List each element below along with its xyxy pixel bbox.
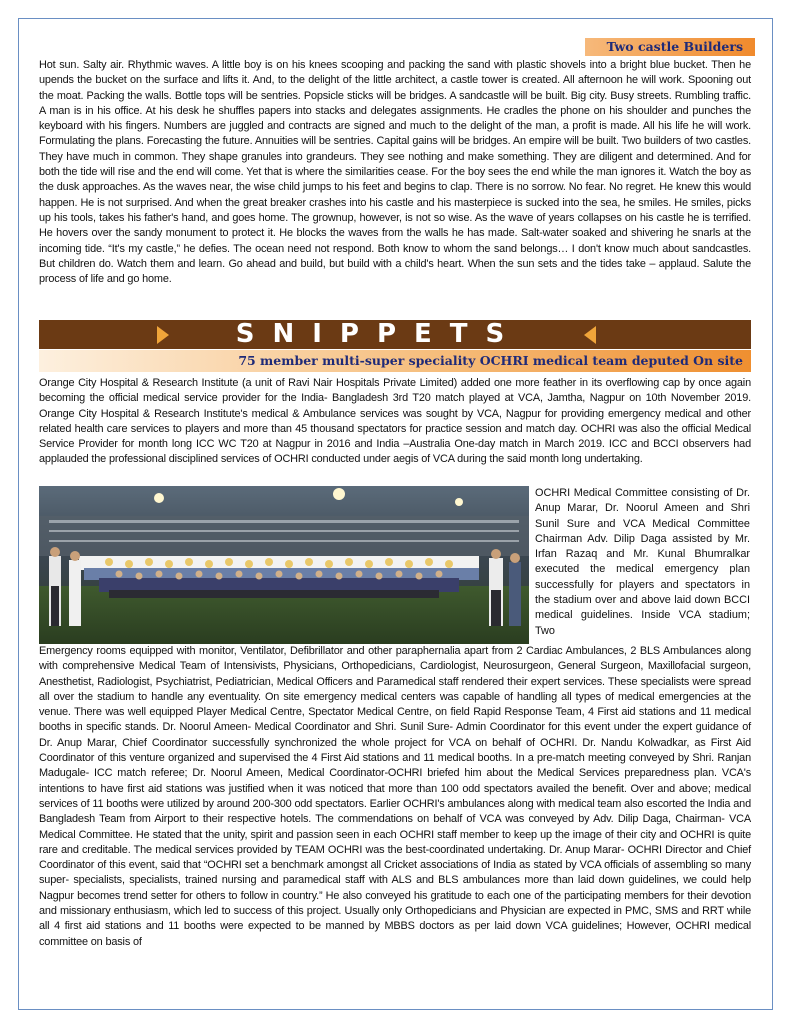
news-title: 75 member multi-super speciality OCHRI medical team deputed On site	[238, 353, 743, 368]
article-title-banner	[585, 38, 755, 56]
news-title-banner	[39, 350, 751, 372]
arrow-right-icon	[157, 326, 169, 344]
arrow-left-icon	[584, 326, 596, 344]
article-body: Hot sun. Salty air. Rhythmic waves. A little boy is on his knees scooping and packing the sand with plastic shovels into a bright blue bucket. Then he upends the bucket on the surface and lifts it. And, to the delight of the little architect, a castle tower is created. All afternoon he will work. Spooning out the moat. Packing the walls. Bottle tops will be sentries. Popsicle sticks will be bridges. A sandcastle will be built. Big city. Busy streets. Rumbling traffic. A man is in his office. At his desk he shuffles papers into stacks and delegates assignments. He cradles the phone on his shoulder and punches the keyboard with his fingers. Numbers are juggled and contracts are signed and much to the delight of the man, a profit is made. All his life he will work. Formulating the plans. Forecasting the future. Annuities will be sentries. Capital gains will be bridges. An empire will be built. Two builders of two castles. They have much in common. They shape granules into grandeurs. They see nothing and make something. They are diligent and determined. And for both the tide will rise and the end will come. Yet that is where the similarities cease. For the boy sees the end while the man ignores it. Watch the boy as the dusk approaches. As the waves near, the wise child jumps to his feet and begins to clap. There is no sorrow. No fear. No regret. He knew this would happen. He is not surprised. And when the great breaker crashes into his castle and his masterpiece is sucked into the sea, he smiles. He smiles, picks up his tools, takes his father's hand, and goes home. The grownup, however, is not so wise. As the wave of years collapses on his castle he is terrified. He hovers over the sandy monument to protect it. He blocks the waves from the walls he has made. Salt-water soaked and shivering he snarls at the incoming tide. “It's my castle,” he defies. The ocean need not respond. Both know to whom the sand belongs… I don't know much about sandcastles. But children do. Watch them and learn. Go ahead and build, but build with a child's heart. When the sun sets and the tides take – applaud. Salute the process of life and go home.	[39, 59, 751, 286]
photo-side-text: OCHRI Medical Committee consisting of Dr. Anup Marar, Dr. Noorul Ameen and Shri Sunil Sure and VCA Medical Committee Chairman Adv. Dilip Daga assisted by Mr. Irfan Razaq and Mr. Kunal Bhumralkar executed the medical emergency plan successfully for players and spectators in the stadium over and above laid down BCCI medical guidelines. Inside VCA stadium; Two	[535, 487, 750, 637]
news-intro: Orange City Hospital & Research Institute (a unit of Ravi Nair Hospitals Private Limited) added one more feather in its overflowing cap by once again becoming the official medical service provider for the India- Bangladesh 3rd T20 match played at VCA, Jamtha, Nagpur on 10th November 2019. Orange City Hospital & Research Institute's medical & Ambulance services was sought by VCA, Nagpur for providing emergency medical and other related health care services to players and more than 45 thousand spectators for practice session and match day. OCHRI was also the official Medical Service Provider for month long ICC WC T20 at Nagpur in 2016 and India –Australia One-day match in March 2019. ICC and BCCI observers had applauded the professional disciplined services of OCHRI conducted under aegis of VCA during the said month long undertaking.	[39, 377, 751, 466]
section-heading: SNIPPETS	[235, 319, 523, 349]
article-title: Two castle Builders	[606, 39, 743, 54]
team-group-photo	[39, 486, 529, 644]
news-body: Emergency rooms equipped with monitor, Ventilator, Defibrillator and other paraphernalia apart from 2 Cardiac Ambulances, 2 BLS Ambulances along with comprehensive Medical Team of Intensivists, Physicians, Orthopedicians, Cardiologist, Neurosurgeon, General Surgeon, Maxillofacial surgeon, Anesthetist, Radiologist, Psychiatrist, Pediatrician, Medical Officers and Paramedical staff rendered their expert services. These specialists were spread all over the stadium to handle any eventuality. On site emergency medical centers was capable of handling all types of medical emergencies at the venue. There was well equipped Player Medical Centre, Spectator Medical Centre, on field Rapid Response Team, 4 First aid stations and 11 medical booths in specific stands. Dr. Noorul Ameen- Medical Coordinator and Shri. Sunil Sure- Admin Coordinator for this event under the expert guidance of Dr. Anup Marar, Chief Coordinator successfully synchronized the whole project for VCA on behalf of OCHRI. Dr. Nandu Kolwadkar, as First Aid Coordinator of this venture organized and supervised the 4 First Aid stations and 11 medical booths. In a pre-match meeting conveyed by Shri. Ranjan Madugale- ICC match referee; Dr. Noorul Ameen, Medical Coordinator-OCHRI briefed him about the Medical Services preparedness plan. VCA's intentions to have first aid stations was justified when it was noticed that more than 100 odd spectators availed the benefit. Over and above; medical services of 11 booths were utilized by around 200-300 odd spectators. Earlier OCHRI's ambulances along with medical team also escorted the India and Bangladesh Team from Airport to their respective hotels. The commendations on behalf of VCA was conveyed by Adv. Dilip Daga, Chairman- VCA Medical Committee. He stated that the unity, spirit and passion seen in each OCHRI staff member to keep up the image of their city and OCHRI is quite rare and creditable. The medical services provided by TEAM OCHRI was the best-coordinated undertaking. Dr. Anup Marar- OCHRI Director and Chief Coordinator of this event, said that “OCHRI set a benchmark amongst all Cricket associations of India as stated by VCA officials of assembling so many super- specialists, specialists, trained nursing and paramedical staff with ALS and BLS ambulances more than laid down guidelines, we could help Nagpur becomes trend setter for others to follow in country.” He also conveyed his gratitude to each one of the participating members for their devotion and missionary enthusiasm, which led to success of this project. Usually only Orthopedicians and Physician are expected in PMC, SMS and RRT while all 4 first aid stations and 11 booths were expected to be manned by MBBS doctors as per laid down VCA guidelines; However, OCHRI medical committee on basis of	[39, 645, 751, 948]
section-banner	[39, 320, 751, 349]
